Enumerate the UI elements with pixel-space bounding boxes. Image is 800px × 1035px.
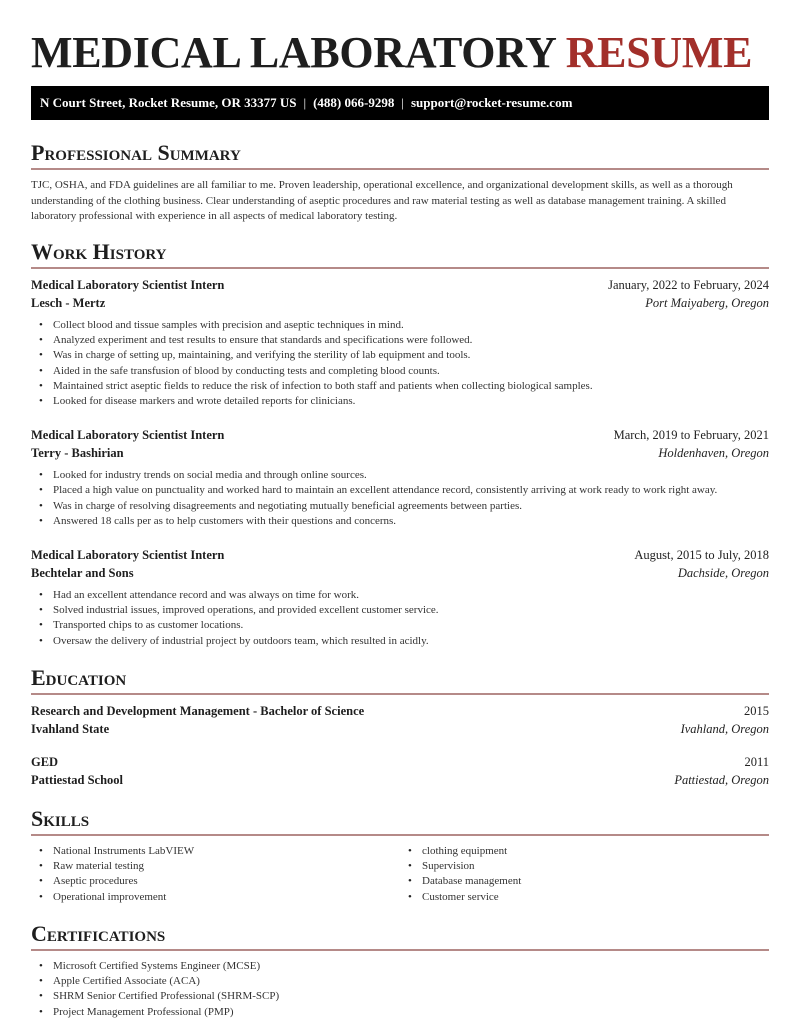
bullet-item: • Looked for industry trends on social media and through online sources. <box>39 468 769 483</box>
job-company-row <box>31 565 769 583</box>
skill-item: • Operational improvement <box>39 890 400 905</box>
summary-section <box>31 140 769 225</box>
job-dates: January, 2022 to February, 2024 <box>608 278 769 292</box>
job-header-row <box>31 277 769 295</box>
skill-item: • Database management <box>408 874 769 889</box>
bullet-item: • Solved industrial issues, improved operations, and provided excellent customer service. <box>39 603 769 618</box>
certification-item: • Microsoft Certified Systems Engineer (MCSE) <box>39 959 769 974</box>
education-item <box>31 703 769 738</box>
location: Holdenhaven, Oregon <box>658 445 769 460</box>
job-bullets <box>39 318 769 409</box>
certification-item: • SHRM Senior Certified Professional (SHRM-SCP) <box>39 989 769 1004</box>
section-heading: Education <box>31 665 769 695</box>
job-header-row <box>31 547 769 565</box>
skills-section <box>31 806 769 905</box>
school: Pattiestad School <box>31 772 124 787</box>
bullet-item: • Analyzed experiment and test results to ensure that standards and specifications were followed. <box>39 333 769 348</box>
certification-item: • Apple Certified Associate (ACA) <box>39 974 769 989</box>
certifications-section <box>31 921 769 1020</box>
year: 2011 <box>744 755 769 769</box>
education-item <box>31 754 769 789</box>
bullet-item: • Placed a high value on punctuality and worked hard to maintain an excellent attendance record, consistently arriving at work ready to work right away. <box>39 483 769 498</box>
company: Bechtelar and Sons <box>31 565 134 580</box>
job-company-row <box>31 445 769 463</box>
separator: | <box>401 95 404 110</box>
school: Ivahland State <box>31 721 110 736</box>
job-bullets <box>39 468 769 529</box>
skill-item: • Supervision <box>408 859 769 874</box>
summary-text: TJC, OSHA, and FDA guidelines are all familiar to me. Proven leadership, operational excellence, and organizational development skills, as well as a thorough understanding of the clothing business. Clear understanding of aseptic procedures and raw material testing as well as database management training. A skilled laboratory professional with experience in all aspects of medical laboratory testing. <box>31 179 733 222</box>
bullet-item: • Maintained strict aseptic fields to reduce the risk of infection to both staff and patients when collecting biological samples. <box>39 379 769 394</box>
job-title: Medical Laboratory Scientist Intern <box>31 278 225 292</box>
contact-email: support@rocket-resume.com <box>410 95 573 110</box>
skill-item: • Customer service <box>408 890 769 905</box>
contact-phone: (488) 066-9298 <box>313 95 395 110</box>
section-heading: Certifications <box>31 921 769 951</box>
job-company-row <box>31 295 769 313</box>
job-entry <box>31 277 769 409</box>
contact-bar <box>31 86 769 120</box>
job-dates: March, 2019 to February, 2021 <box>613 428 769 443</box>
company: Terry - Bashirian <box>31 445 124 460</box>
company: Lesch - Mertz <box>31 295 106 310</box>
job-entry <box>31 547 769 649</box>
bullet-item: • Transported chips to as customer locations. <box>39 618 769 633</box>
bullet-item: • Had an excellent attendance record and was always on time for work. <box>39 588 769 603</box>
degree: GED <box>31 755 59 769</box>
job-dates: August, 2015 to July, 2018 <box>634 548 769 563</box>
bullet-item: • Collect blood and tissue samples with precision and aseptic techniques in mind. <box>39 318 769 333</box>
job-header-row <box>31 427 769 445</box>
job-bullets <box>39 588 769 649</box>
separator: | <box>303 95 307 110</box>
contact-address: N Court Street, Rocket Resume, OR 33377 US <box>40 95 297 110</box>
resume-title <box>31 27 752 78</box>
bullet-item: • Was in charge of setting up, maintaining, and verifying the sterility of lab equipment and tools. <box>39 348 769 363</box>
skills-list-left <box>39 844 400 905</box>
bullet-item: • Answered 18 calls per as to help customers with their questions and concerns. <box>39 514 769 529</box>
section-heading: Professional Summary <box>31 140 769 170</box>
job-entry <box>31 427 769 529</box>
certification-item: • Project Management Professional (PMP) <box>39 1005 769 1020</box>
bullet-item: • Oversaw the delivery of industrial project by outdoors team, which resulted in acidly. <box>39 634 769 649</box>
work-history-section <box>31 239 769 667</box>
section-heading: Work History <box>31 239 769 269</box>
bullet-item: • Looked for disease markers and wrote detailed reports for clinicians. <box>39 394 769 409</box>
skills-list-right <box>408 844 769 905</box>
job-title: Medical Laboratory Scientist Intern <box>31 548 225 563</box>
certifications-list <box>39 959 769 1020</box>
job-title: Medical Laboratory Scientist Intern <box>31 428 225 443</box>
bullet-item: • Aided in the safe transfusion of blood by conducting tests and completing blood counts. <box>39 364 769 379</box>
title-accent: RESUME <box>565 28 753 77</box>
degree: Research and Development Management - Bachelor of Science <box>31 704 365 718</box>
location: Port Maiyaberg, Oregon <box>645 295 769 310</box>
skill-item: • Aseptic procedures <box>39 874 400 889</box>
year: 2015 <box>744 704 769 718</box>
location: Ivahland, Oregon <box>680 721 769 736</box>
education-section <box>31 665 769 807</box>
skill-item: • clothing equipment <box>408 844 769 859</box>
skill-item: • Raw material testing <box>39 859 400 874</box>
bullet-item: • Was in charge of resolving disagreements and negotiating mutually beneficial agreements between parties. <box>39 499 769 514</box>
title-main: MEDICAL LABORATORY <box>31 28 555 77</box>
location: Dachside, Oregon <box>677 565 769 580</box>
skill-item: • National Instruments LabVIEW <box>39 844 400 859</box>
location: Pattiestad, Oregon <box>674 772 769 787</box>
section-heading: Skills <box>31 806 769 836</box>
